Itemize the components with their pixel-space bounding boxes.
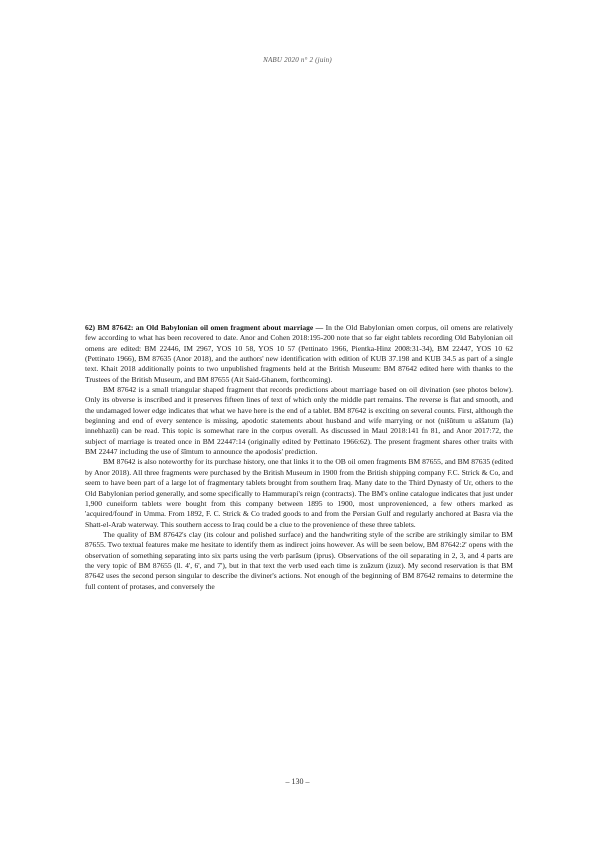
running-head: NABU 2020 n° 2 (juin) [263, 56, 332, 64]
paragraph-2: BM 87642 is a small triangular shaped fragment that records predictions about marriage based on oil divination (see photos below). Only its obverse is inscribed and it preserves fifteen lines of text of which only the middle part remains. The reverse is flat and smooth, and the undamaged lower edge indicates that what we have here is the end of a tablet. BM 87642 is exciting on several counts. First, although the beginning and end of every sentence is missing, apodotic statements about husband and wife marrying or not (nišūtum u aššatum (la) innehhazū) can be read. This topic is somewhat rare in the corpus overall. As discussed in Maul 2018:141 fn 81, and Anor 2017:72, the subject of marriage is treated once in BM 22447:14 (originally edited by Pettinato 1966:62). The present fragment shares other traits with BM 22447 including the use of šīmtum to announce the apodosis' prediction. [85, 385, 513, 457]
article-heading: 62) BM 87642: an Old Babylonian oil omen fragment about marriage — [85, 323, 324, 332]
paragraph-1-text: In the Old Babylonian omen corpus, oil omens are relatively few according to what has been recovered to date. Anor and Cohen 2018:195-200 note that so far eight tablets recording Old Babylonian oil omens are edited: BM 22446, IM 2967, YOS 10 58, YOS 10 57 (Pettinato 1966, Pientka-Hinz 2008:31-34), BM 22447, YOS 10 62 (Pettinato 1966), BM 87635 (Anor 2018), and the authors' new identification with edition of KUB 37.198 and KUB 34.5 as part of a single text. Khait 2018 additionally points to two unpublished fragments held at the British Museum: BM 87642 edited here with thanks to the Trustees of the British Museum, and BM 87655 (Ait Said-Ghanem, forthcoming). [85, 323, 513, 384]
page-number: – 130 – [285, 777, 310, 786]
article-body [85, 323, 513, 592]
paragraph-4: The quality of BM 87642's clay (its colour and polished surface) and the handwriting style of the scribe are strikingly similar to BM 87655. Two textual features make me hesitate to identify them as indirect joins however. As will be seen below, BM 87642:2' opens with the observation of something separating into six parts using the verb parāsum (iprus). Observations of the oil separating in 2, 3, and 4 parts are the very topic of BM 87655 (ll. 4', 6', and 7'), but in that text the verb used each time is zuāzum (izuz). My second reservation is that BM 87642 uses the second person singular to describe the diviner's actions. Not enough of the beginning of BM 87642 remains to determine the full content of protases, and conversely the [85, 529, 513, 591]
paragraph-1 [85, 323, 513, 385]
paragraph-3: BM 87642 is also noteworthy for its purchase history, one that links it to the OB oil omen fragments BM 87655, and BM 87635 (edited by Anor 2018). All three fragments were purchased by the British Museum in 1900 from the British shipping company F.C. Strick & Co, and seem to have been part of a large lot of fragmentary tablets brought from southern Iraq. Many date to the Third Dynasty of Ur, others to the Old Babylonian period generally, and some specifically to Hammurapi's reign (contracts). The BM's online catalogue indicates that just under 1,900 cuneiform tablets were bought from this company between 1895 to 1900, most unprovenienced, a few others marked as 'acquired/found' in Umma. From 1892, F. C. Strick & Co traded goods to and from the Persian Gulf and regularly anchored at Basra via the Shatt-el-Arab waterway. This southern access to Iraq could be a clue to the provenience of these three tablets. [85, 457, 513, 529]
